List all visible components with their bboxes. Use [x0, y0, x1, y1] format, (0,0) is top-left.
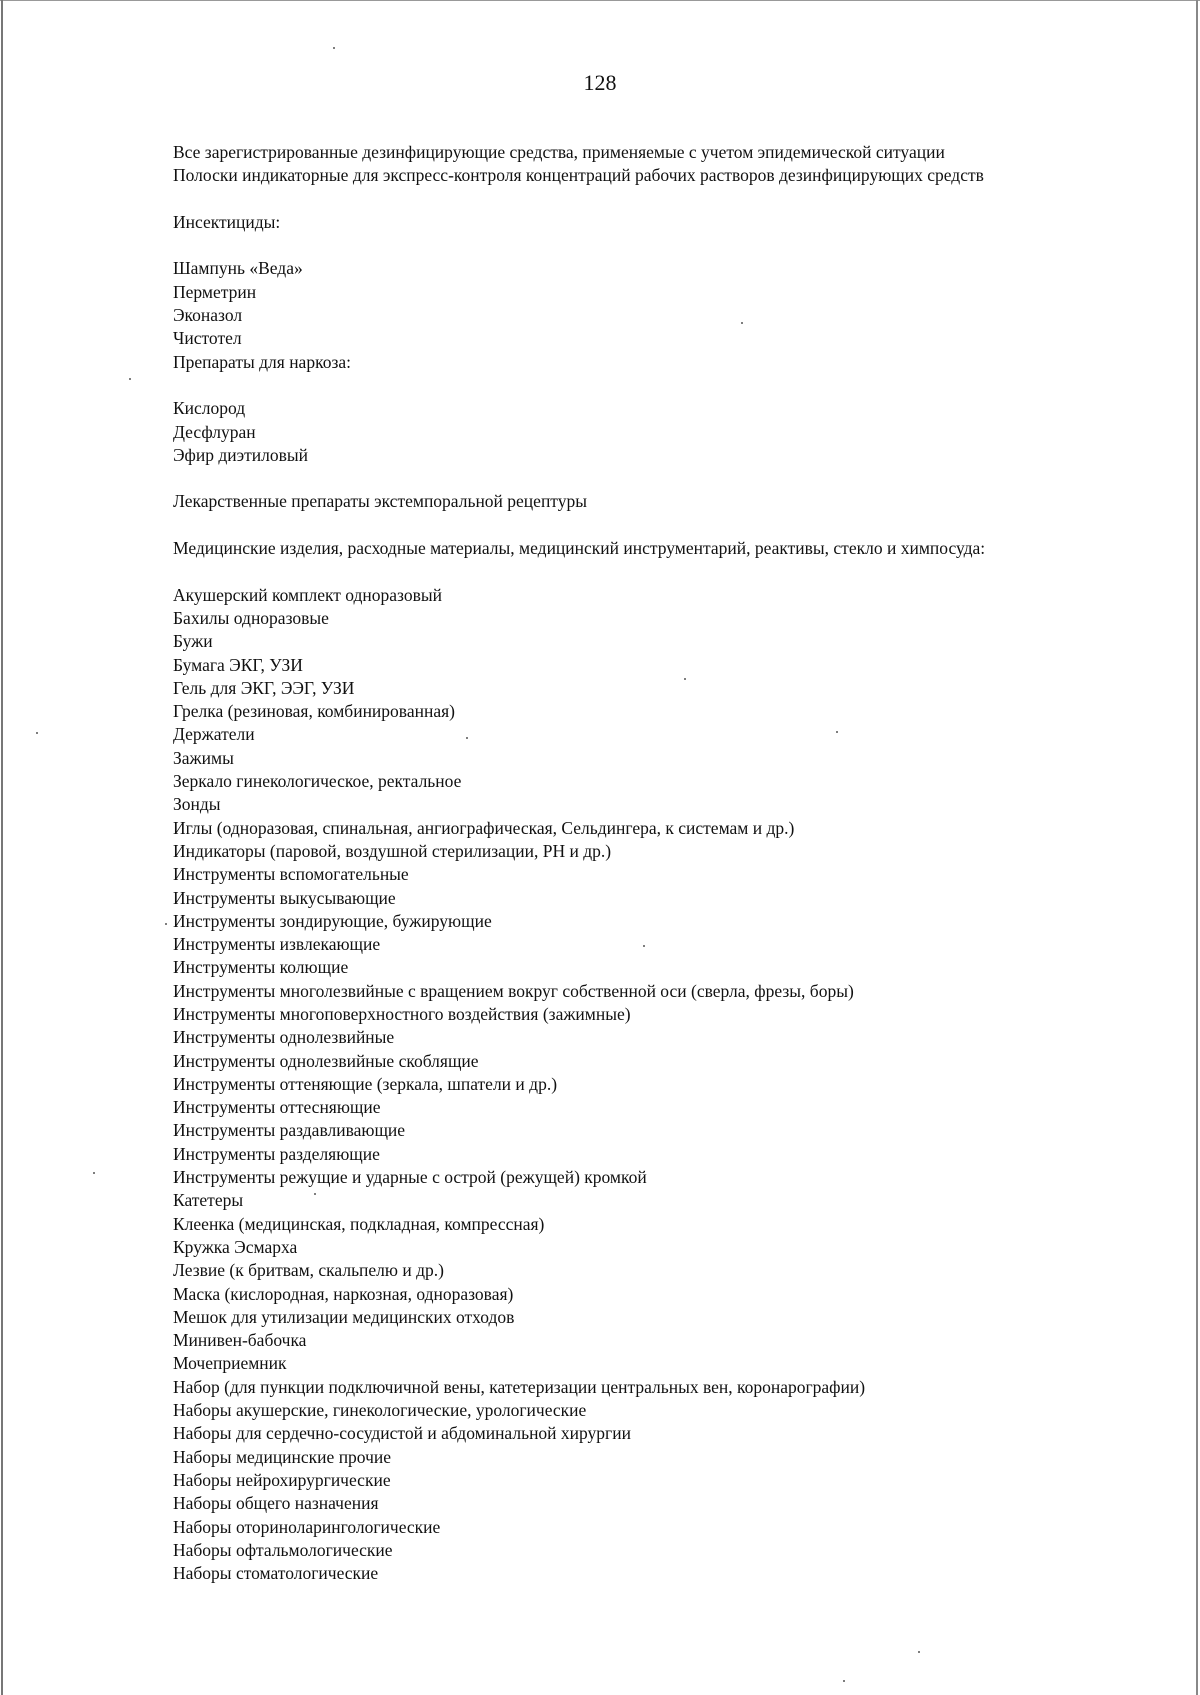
list-item: Наборы для сердечно-сосудистой и абдоминальной хирургии: [173, 1423, 631, 1444]
intro-line: Все зарегистрированные дезинфицирующие средства, применяемые с учетом эпидемической ситуации: [173, 142, 945, 162]
list-item: Инструменты многолезвийные с вращением вокруг собственной оси (сверла, фрезы, боры): [173, 980, 854, 1001]
scan-speck: [36, 732, 38, 734]
list-item: Наборы акушерские, гинекологические, урологические: [173, 1400, 587, 1421]
list-item: Бахилы одноразовые: [173, 607, 329, 628]
scan-speck: [684, 678, 686, 680]
list-item: Клеенка (медицинская, подкладная, компрессная): [173, 1213, 545, 1234]
list-item: Иглы (одноразовая, спинальная, ангиографическая, Сельдингера, к системам и др.): [173, 817, 795, 838]
list-item: Наборы общего назначения: [173, 1493, 379, 1514]
list-item: Бумага ЭКГ, УЗИ: [173, 654, 303, 675]
scan-edge-right: [1196, 0, 1198, 1695]
scan-speck: [843, 1680, 845, 1682]
list-item: Индикаторы (паровой, воздушной стерилизации, РН и др.): [173, 840, 612, 861]
list-item: Инструменты раздавливающие: [173, 1120, 406, 1141]
medical-items-heading: Медицинские изделия, расходные материалы, медицинский инструментарий, реактивы, стекло и химпосуда:: [173, 538, 986, 559]
list-item: Кружка Эсмарха: [173, 1236, 298, 1257]
list-item: Десфлуран: [173, 421, 256, 442]
list-item: Перметрин: [173, 281, 257, 302]
anesthesia-list: [173, 397, 1173, 467]
list-item: Наборы оториноларингологические: [173, 1516, 441, 1537]
list-item: Мочеприемник: [173, 1353, 287, 1374]
document-body: [173, 141, 1173, 1585]
scan-speck: [333, 47, 335, 49]
list-item: Инструменты оттесняющие: [173, 1097, 381, 1118]
list-item: Набор (для пункции подключичной вены, катетеризации центральных вен, коронарографии): [173, 1376, 866, 1397]
page-number: 128: [583, 70, 617, 95]
insecticides-list: [173, 257, 1173, 350]
list-item: Инструменты вспомогательные: [173, 864, 409, 885]
list-item: Наборы медицинские прочие: [173, 1446, 392, 1467]
insecticides-heading: Инсектициды:: [173, 211, 281, 232]
list-item: Инструменты колющие: [173, 957, 349, 978]
scan-speck: [314, 1193, 316, 1195]
list-item: Инструменты выкусывающие: [173, 887, 396, 908]
list-item: Держатели: [173, 724, 255, 745]
scan-speck: [836, 731, 838, 733]
list-item: Кислород: [173, 398, 246, 419]
list-item: Эконазол: [173, 305, 243, 326]
scan-speck: [643, 945, 645, 947]
list-item: Бужи: [173, 631, 213, 652]
list-item: Инструменты режущие и ударные с острой (режущей) кромкой: [173, 1167, 647, 1188]
list-item: Лезвие (к бритвам, скальпелю и др.): [173, 1260, 444, 1281]
list-item: Шампунь «Веда»: [173, 258, 303, 279]
list-item: Наборы офтальмологические: [173, 1539, 393, 1560]
extemporal-heading: Лекарственные препараты экстемпоральной рецептуры: [173, 491, 587, 512]
scan-speck: [918, 1651, 920, 1653]
list-item: Инструменты оттеняющие (зеркала, шпатели и др.): [173, 1073, 558, 1094]
list-item: Наборы стоматологические: [173, 1563, 379, 1584]
anesthesia-heading: Препараты для наркоза:: [173, 351, 351, 372]
list-item: Инструменты извлекающие: [173, 934, 381, 955]
list-item: Грелка (резиновая, комбинированная): [173, 701, 455, 722]
list-item: Чистотел: [173, 328, 242, 349]
list-item: Зонды: [173, 794, 221, 815]
scan-speck: [741, 322, 743, 324]
list-item: Зажимы: [173, 747, 234, 768]
intro-line: Полоски индикаторные для экспресс-контроля концентраций рабочих растворов дезинфицирующих средств: [173, 165, 984, 186]
scan-edge-left: [1, 0, 3, 1695]
list-item: Эфир диэтиловый: [173, 444, 309, 465]
scan-speck: [93, 1172, 95, 1174]
list-item: Гель для ЭКГ, ЭЭГ, УЗИ: [173, 677, 355, 698]
medical-items-list: [173, 584, 1173, 1586]
scan-speck: [129, 378, 131, 380]
list-item: Инструменты однолезвийные скоблящие: [173, 1050, 479, 1071]
list-item: Маска (кислородная, наркозная, одноразовая): [173, 1283, 514, 1304]
list-item: Минивен-бабочка: [173, 1330, 307, 1351]
list-item: Наборы нейрохирургические: [173, 1469, 391, 1490]
list-item: Зеркало гинекологическое, ректальное: [173, 771, 462, 792]
list-item: Акушерский комплект одноразовый: [173, 584, 443, 605]
list-item: Инструменты разделяющие: [173, 1143, 380, 1164]
scan-edge-top: [0, 0, 1200, 1]
scan-speck: [466, 737, 468, 739]
list-item: Инструменты многоповерхностного воздействия (зажимные): [173, 1003, 631, 1024]
list-item: Катетеры: [173, 1190, 244, 1211]
list-item: Мешок для утилизации медицинских отходов: [173, 1306, 515, 1327]
scan-speck: [165, 923, 167, 925]
list-item: Инструменты однолезвийные: [173, 1027, 395, 1048]
list-item: Инструменты зондирующие, бужирующие: [173, 910, 492, 931]
